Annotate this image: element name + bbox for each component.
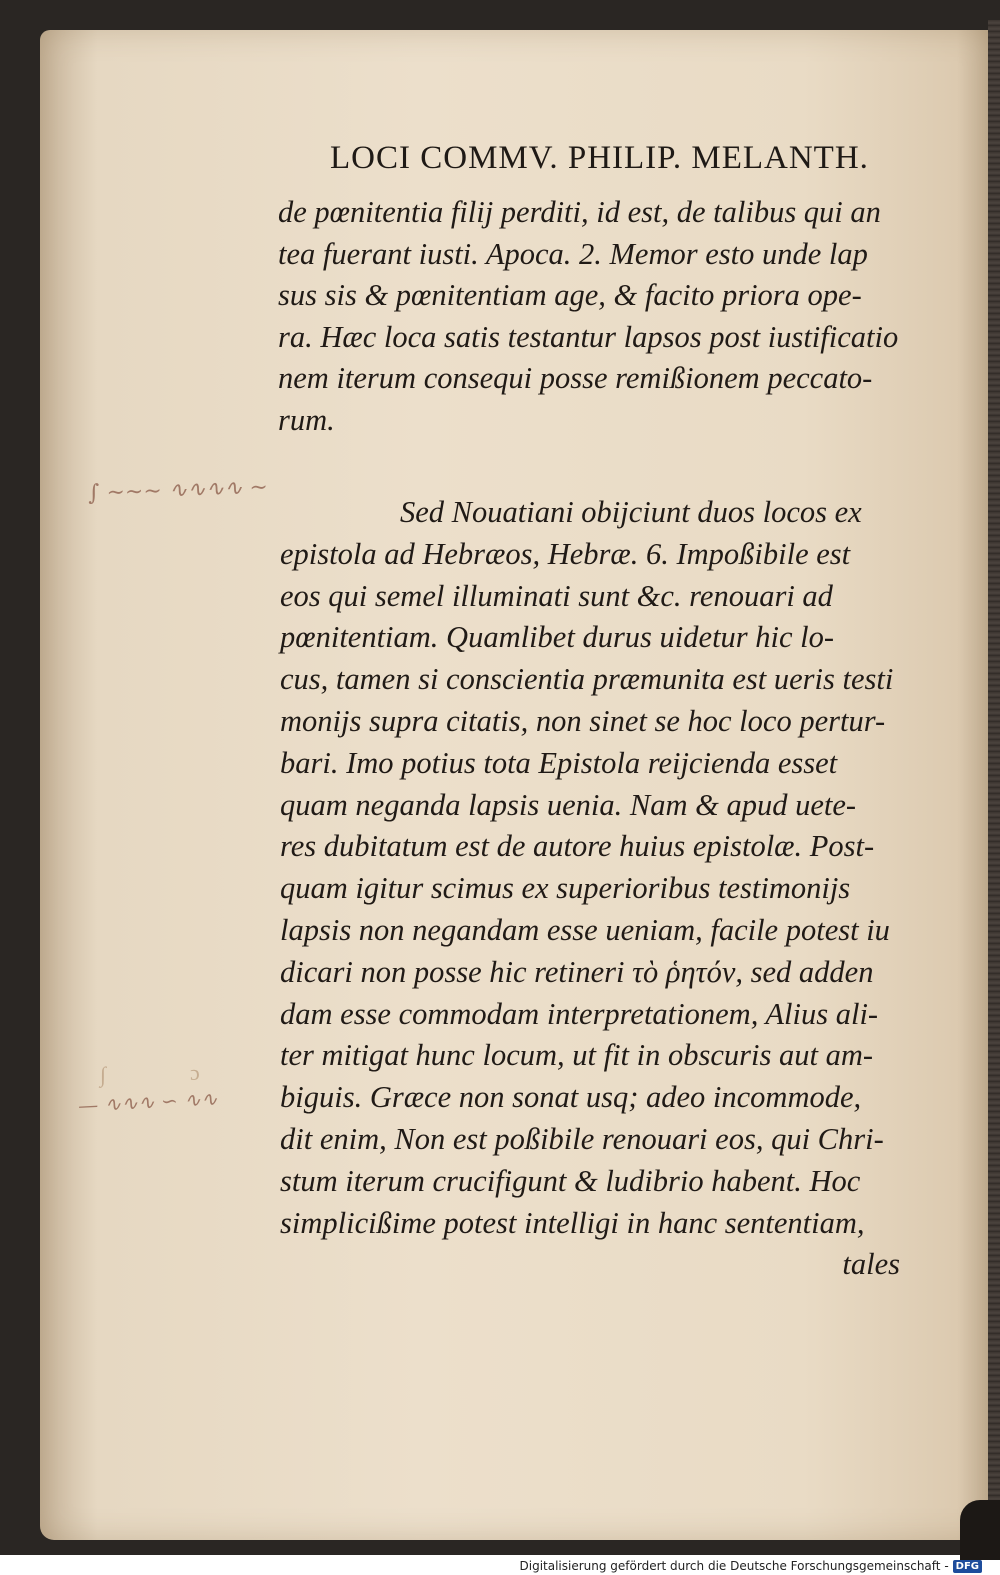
text-line: bari. Imo potius tota Epistola reijcienda esset xyxy=(280,745,838,780)
text-line: rum. xyxy=(278,402,335,437)
text-line: sus sis & pœnitentiam age, & facito priora ope- xyxy=(278,278,862,312)
text-block-1 xyxy=(278,192,918,441)
text-line: cus, tamen si conscientia præmunita est ueris testi xyxy=(280,662,894,697)
digitization-footer xyxy=(520,1559,983,1573)
page-corner xyxy=(960,1500,1000,1560)
text-block-2 xyxy=(280,492,920,1286)
text-line: de pœnitentia filij perditi, id est, de talibus qui an xyxy=(278,195,881,229)
handwritten-margin-note: ∫ ~~~ ∿∿∿∿ ~ xyxy=(87,474,269,507)
text-line: lapsis non negandam esse ueniam, facile potest iu xyxy=(280,912,890,947)
text-line: simplicißime potest intelligi in hanc sententiam, xyxy=(280,1205,865,1240)
text-line: epistola ad Hebræos, Hebræ. 6. Impoßibile est xyxy=(280,536,851,571)
text-line: res dubitatum est de autore huius epistolæ. Post- xyxy=(280,829,875,864)
text-line: biguis. Græce non sonat usq; adeo incommode, xyxy=(280,1080,862,1115)
page-edge xyxy=(988,20,1000,1550)
text-line: eos qui semel illuminati sunt &c. renouari ad xyxy=(280,578,833,613)
footer-text: Digitalisierung gefördert durch die Deutsche Forschungsgemeinschaft - xyxy=(519,1559,949,1573)
text-line: Sed Nouatiani obijciunt duos locos ex xyxy=(400,495,862,529)
dfg-logo: DFG xyxy=(953,1560,982,1573)
text-line: tea fuerant iusti. Apoca. 2. Memor esto unde lap xyxy=(278,236,868,271)
text-line: dit enim, Non est poßibile renouari eos, qui Chri- xyxy=(280,1121,884,1156)
text-line: dicari non posse hic retineri τὸ ῥητόν, sed adden xyxy=(280,954,874,989)
handwritten-margin-note: — ∿∿∿ ∽ ∿∿ xyxy=(77,1086,219,1118)
catchword: tales xyxy=(842,1247,900,1282)
text-line: quam igitur scimus ex superioribus testimonijs xyxy=(280,871,851,906)
text-line: quam neganda lapsis uenia. Nam & apud uete- xyxy=(280,787,857,822)
running-head: LOCI COMMV. PHILIP. MELANTH. xyxy=(330,140,869,176)
text-line: ra. Hæc loca satis testantur lapsos post iustificatio xyxy=(278,319,899,354)
text-line: dam esse commodam interpretationem, Alius ali- xyxy=(280,996,879,1031)
ink-mark: ɔ xyxy=(190,1060,200,1085)
text-line: nem iterum consequi posse remißionem peccato- xyxy=(278,361,873,395)
text-line: pœnitentiam. Quamlibet durus uidetur hic lo- xyxy=(280,620,835,655)
text-line: stum iterum crucifigunt & ludibrio habent. Hoc xyxy=(280,1163,861,1198)
text-line: monijs supra citatis, non sinet se hoc loco pertur- xyxy=(280,703,886,738)
ink-mark: ∫ xyxy=(100,1062,107,1087)
text-line: ter mitigat hunc locum, ut fit in obscuris aut am- xyxy=(280,1038,874,1073)
